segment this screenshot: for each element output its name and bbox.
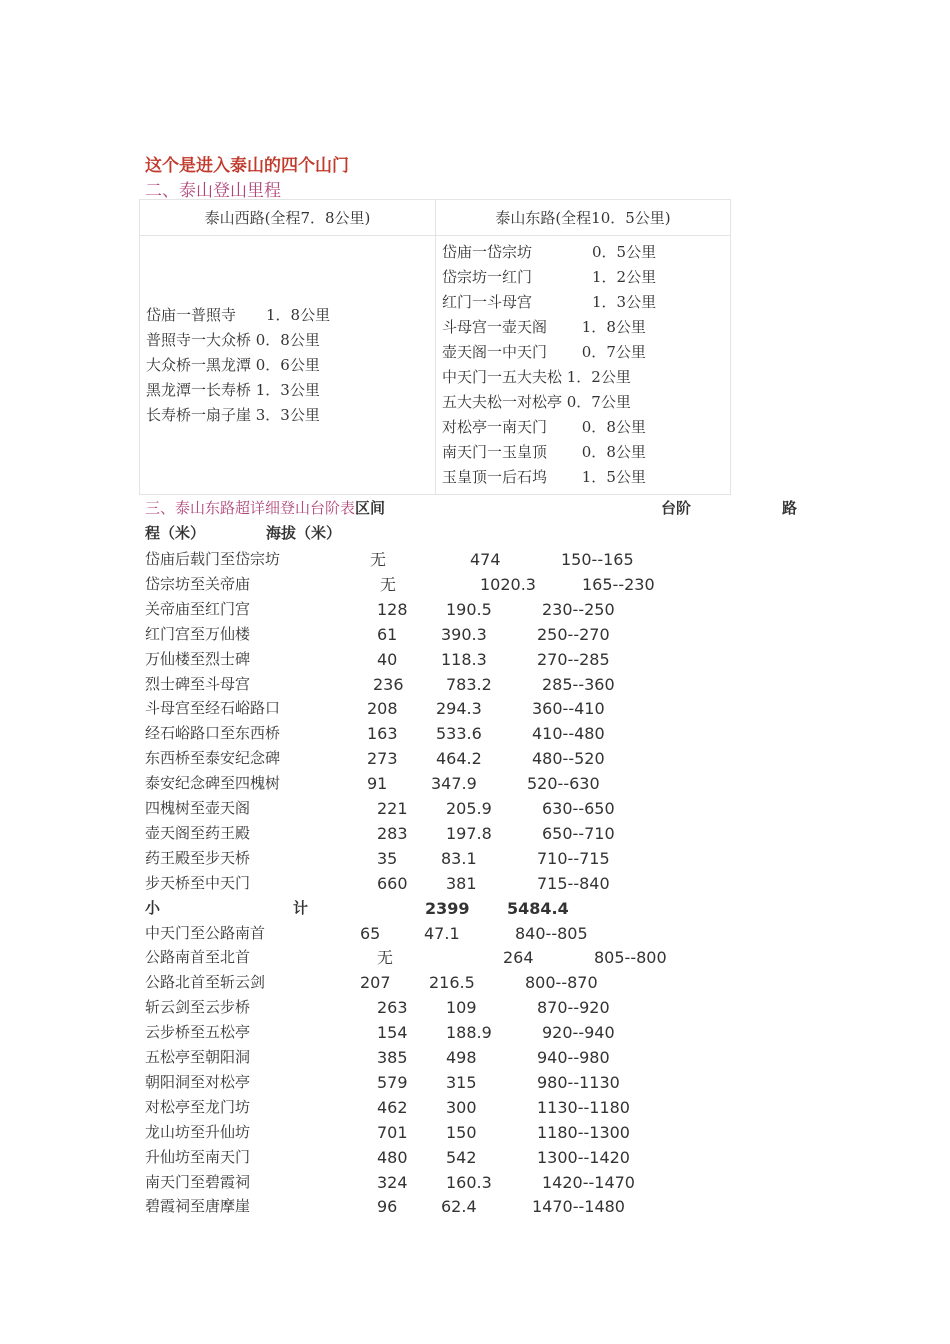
column-altitude: 海拔（米） xyxy=(266,524,342,542)
west-route-line: 岱庙一普照寺 1．8公里 xyxy=(146,305,331,324)
altitude-cell: 1300--1420 xyxy=(537,1147,630,1167)
segment-cell: 碧霞祠至唐摩崖 xyxy=(145,1197,251,1216)
east-route-line: 中天门一五大夫松 1．2公里 xyxy=(442,368,631,386)
east-route-line: 玉皇顶一后石坞 1．5公里 xyxy=(442,468,646,486)
segment-cell: 斗母宫至经石峪路口 xyxy=(145,699,281,718)
segment-cell: 五松亭至朝阳洞 xyxy=(145,1048,251,1066)
table-row xyxy=(0,1194,950,1219)
segment-cell: 公路北首至斩云剑 xyxy=(145,973,266,992)
altitude-cell: 870--920 xyxy=(537,998,610,1018)
distance-cell: 62.4 xyxy=(441,1197,477,1217)
segment-cell: 朝阳洞至对松亭 xyxy=(145,1072,251,1091)
east-route-line: 对松亭一南天门 0．8公里 xyxy=(442,418,646,436)
distance-cell: 1020.3 xyxy=(480,574,536,594)
table-row xyxy=(0,672,950,697)
distance-cell: 498 xyxy=(446,1048,477,1067)
steps-heading xyxy=(145,497,385,518)
gates-heading: 这个是进入泰山的四个山门 xyxy=(145,156,349,176)
segment-cell: 烈士碑至斗母宫 xyxy=(145,674,251,693)
distance-cell: 315 xyxy=(446,1072,477,1092)
column-interval: 区间 xyxy=(355,499,386,517)
steps-cell: 462 xyxy=(377,1097,408,1117)
steps-cell: 无 xyxy=(380,574,397,594)
distance-cell: 47.1 xyxy=(424,923,460,943)
steps-cell: 480 xyxy=(377,1147,408,1167)
west-route-line: 大众桥一黑龙潭 0．6公里 xyxy=(146,355,320,374)
table-row xyxy=(0,995,950,1020)
west-route-line: 黑龙潭一长寿桥 1．3公里 xyxy=(146,380,320,399)
segment-cell: 岱庙后载门至岱宗坊 xyxy=(145,550,281,568)
altitude-cell: 150--165 xyxy=(561,550,634,569)
table-row xyxy=(0,1170,950,1195)
steps-cell: 385 xyxy=(377,1048,408,1067)
segment-cell: 龙山坊至升仙坊 xyxy=(145,1122,251,1141)
east-route-line: 岱庙一岱宗坊 0．5公里 xyxy=(442,243,657,261)
distance-cell: 83.1 xyxy=(441,848,477,868)
distance-cell: 160.3 xyxy=(446,1172,492,1192)
altitude-cell: 650--710 xyxy=(542,823,615,843)
table-row xyxy=(0,647,950,672)
segment-cell: 公路南首至北首 xyxy=(145,948,251,967)
altitude-cell: 360--410 xyxy=(532,699,605,719)
steps-cell: 128 xyxy=(377,599,408,619)
west-route-header: 泰山西路(全程7．8公里) xyxy=(140,200,436,236)
table-row xyxy=(0,1045,950,1070)
west-route-line: 普照寺一大众桥 0．8公里 xyxy=(146,330,320,349)
steps-cell: 324 xyxy=(377,1172,408,1192)
altitude-cell: 805--800 xyxy=(594,948,667,968)
steps-cell: 263 xyxy=(377,998,408,1018)
steps-cell: 35 xyxy=(377,848,398,868)
distance-cell: 542 xyxy=(446,1147,477,1167)
steps-cell: 221 xyxy=(377,799,408,818)
steps-cell: 无 xyxy=(370,550,387,569)
altitude-cell: 1130--1180 xyxy=(537,1097,630,1117)
steps-cell: 40 xyxy=(377,649,398,669)
segment-cell: 南天门至碧霞祠 xyxy=(145,1172,251,1191)
east-route-line: 壶天阁一中天门 0．7公里 xyxy=(442,343,646,361)
altitude-cell: 920--940 xyxy=(542,1023,615,1043)
table-row xyxy=(0,1020,950,1045)
east-route-line: 岱宗坊一红门 1．2公里 xyxy=(442,268,657,286)
column-steps: 台阶 xyxy=(661,499,692,517)
table-row xyxy=(0,846,950,871)
east-route-line: 斗母宫一壶天阁 1．8公里 xyxy=(442,318,646,336)
table-row xyxy=(0,547,950,572)
east-route-header: 泰山东路(全程10．5公里) xyxy=(436,200,731,236)
distance-cell: 264 xyxy=(503,948,534,968)
altitude-cell: 1470--1480 xyxy=(532,1197,625,1217)
east-route-line: 红门一斗母宫 1．3公里 xyxy=(442,293,657,311)
distance-cell: 5484.4 xyxy=(507,898,569,918)
steps-cell: 65 xyxy=(360,923,381,943)
segment-cell: 步天桥至中天门 xyxy=(145,873,251,892)
altitude-cell: 480--520 xyxy=(532,749,605,769)
west-route-line: 长寿桥一扇子崖 3．3公里 xyxy=(146,405,320,424)
steps-cell: 154 xyxy=(377,1023,408,1043)
segment-cell: 四槐树至壶天阁 xyxy=(145,799,251,817)
distance-cell: 109 xyxy=(446,998,477,1018)
steps-cell: 208 xyxy=(367,699,398,719)
table-row xyxy=(0,597,950,622)
table-row xyxy=(0,696,950,721)
distance-cell: 197.8 xyxy=(446,823,492,843)
altitude-cell: 800--870 xyxy=(525,973,598,993)
segment-cell: 泰安纪念碑至四槐树 xyxy=(145,774,281,793)
segment-cell: 经石峪路口至东西桥 xyxy=(145,724,281,743)
distance-cell: 464.2 xyxy=(436,749,482,769)
segment-cell: 关帝庙至红门宫 xyxy=(145,599,251,618)
distance-cell: 216.5 xyxy=(429,973,475,993)
column-road-1: 路 xyxy=(782,499,798,517)
table-row xyxy=(0,622,950,647)
steps-cell: 2399 xyxy=(425,898,470,918)
altitude-cell: 520--630 xyxy=(527,774,600,794)
altitude-cell: 715--840 xyxy=(537,873,610,893)
table-row xyxy=(0,746,950,771)
east-route-line: 五大夫松一对松亭 0．7公里 xyxy=(442,393,631,411)
segment-cell: 万仙楼至烈士碑 xyxy=(145,649,251,668)
altitude-cell: 710--715 xyxy=(537,848,610,868)
altitude-cell: 270--285 xyxy=(537,649,610,669)
segment-cell: 斩云剑至云步桥 xyxy=(145,998,251,1017)
table-row xyxy=(0,871,950,896)
steps-cell: 701 xyxy=(377,1122,408,1142)
steps-cell: 236 xyxy=(373,674,404,694)
table-row xyxy=(0,1145,950,1170)
steps-cell: 163 xyxy=(367,724,398,744)
steps-cell: 无 xyxy=(377,948,394,968)
altitude-cell: 840--805 xyxy=(515,923,588,943)
steps-cell: 207 xyxy=(360,973,391,993)
column-road-2: 程（米） xyxy=(145,524,206,542)
distance-cell: 390.3 xyxy=(441,624,487,644)
segment-cell: 升仙坊至南天门 xyxy=(145,1147,251,1166)
table-row xyxy=(0,1120,950,1145)
altitude-cell: 1420--1470 xyxy=(542,1172,635,1192)
distance-cell: 150 xyxy=(446,1122,477,1142)
distance-cell: 783.2 xyxy=(446,674,492,694)
mileage-table xyxy=(139,199,731,495)
steps-cell: 61 xyxy=(377,624,398,644)
table-row xyxy=(0,945,950,970)
altitude-cell: 410--480 xyxy=(532,724,605,744)
steps-cell: 273 xyxy=(367,749,398,769)
subtotal-label-tail: 计 xyxy=(293,898,309,917)
distance-cell: 474 xyxy=(470,550,501,569)
segment-cell: 东西桥至泰安纪念碑 xyxy=(145,749,281,768)
segment-cell: 对松亭至龙门坊 xyxy=(145,1097,251,1116)
table-row xyxy=(0,921,950,946)
subtotal-label: 小 xyxy=(145,898,161,917)
altitude-cell: 230--250 xyxy=(542,599,615,619)
distance-cell: 300 xyxy=(446,1097,477,1117)
distance-cell: 381 xyxy=(446,873,477,893)
table-row xyxy=(0,821,950,846)
segment-cell: 药王殿至步天桥 xyxy=(145,848,251,867)
steps-cell: 96 xyxy=(377,1197,398,1217)
east-route-cell xyxy=(436,236,731,495)
altitude-cell: 1180--1300 xyxy=(537,1122,630,1142)
table-row xyxy=(0,796,950,821)
distance-cell: 347.9 xyxy=(431,774,477,794)
mileage-heading: 二、泰山登山里程 xyxy=(145,181,281,201)
distance-cell: 188.9 xyxy=(446,1023,492,1043)
table-row xyxy=(0,572,950,597)
distance-cell: 294.3 xyxy=(436,699,482,719)
segment-cell: 壶天阁至药王殿 xyxy=(145,823,251,842)
distance-cell: 118.3 xyxy=(441,649,487,669)
steps-cell: 91 xyxy=(367,774,388,794)
table-row xyxy=(0,721,950,746)
altitude-cell: 285--360 xyxy=(542,674,615,694)
east-route-line: 南天门一玉皇顶 0．8公里 xyxy=(442,443,646,461)
altitude-cell: 165--230 xyxy=(582,574,655,594)
steps-cell: 660 xyxy=(377,873,408,893)
altitude-cell: 980--1130 xyxy=(537,1072,620,1092)
altitude-cell: 630--650 xyxy=(542,799,615,818)
segment-cell: 云步桥至五松亭 xyxy=(145,1023,251,1042)
altitude-cell: 250--270 xyxy=(537,624,610,644)
steps-heading-title: 三、泰山东路超详细登山台阶表 xyxy=(145,499,356,517)
distance-cell: 190.5 xyxy=(446,599,492,619)
distance-cell: 533.6 xyxy=(436,724,482,744)
table-row xyxy=(0,771,950,796)
table-row xyxy=(0,1070,950,1095)
segment-cell: 岱宗坊至关帝庙 xyxy=(145,574,251,593)
steps-cell: 579 xyxy=(377,1072,408,1092)
distance-cell: 205.9 xyxy=(446,799,492,818)
altitude-cell: 940--980 xyxy=(537,1048,610,1067)
table-row xyxy=(0,1095,950,1120)
table-row xyxy=(0,970,950,995)
segment-cell: 中天门至公路南首 xyxy=(145,923,266,942)
segment-cell: 红门宫至万仙楼 xyxy=(145,624,251,643)
steps-cell: 283 xyxy=(377,823,408,843)
subtotal-row xyxy=(0,896,950,921)
west-route-cell xyxy=(140,236,436,495)
